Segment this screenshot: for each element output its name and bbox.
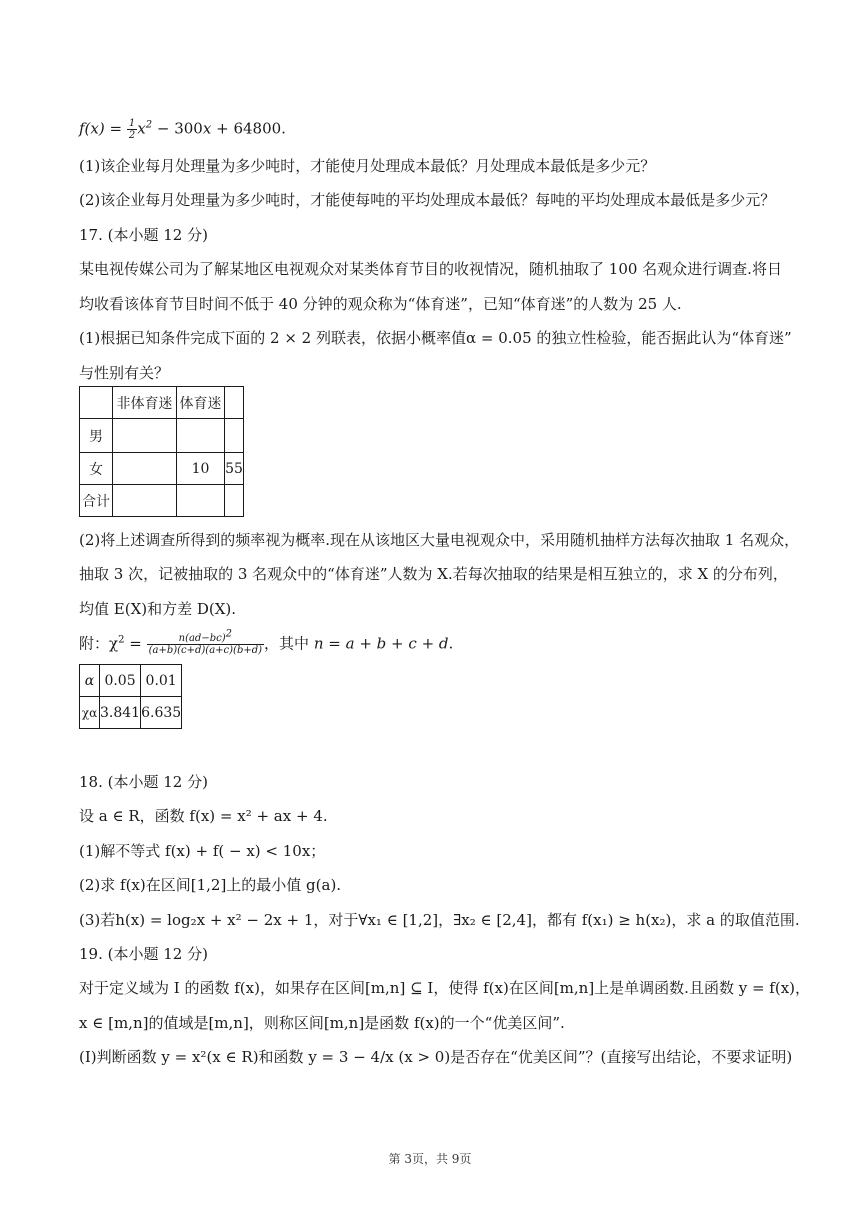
table-cell: χα <box>80 697 100 729</box>
q16-part1: (1)该企业每月处理量为多少吨时，才能使月处理成本最低？月处理成本最低是多少元？ <box>79 157 656 175</box>
table-cell: 3.841 <box>100 697 141 729</box>
q18-heading: 18. (本小题 12 分) <box>79 773 208 791</box>
q18-part3: (3)若h(x) = log₂x + x² − 2x + 1，对于∀x₁ ∈ [1,2]，∃x₂ ∈ [2,4]，都有 f(x₁) ≥ h(x₂)，求 a 的取值范围. <box>79 911 800 929</box>
q17-part2-1: (2)将上述调查所得到的频率视为概率.现在从该地区大量电视观众中，采用随机抽样方法每次抽取 1 名观众， <box>79 531 800 549</box>
table-cell <box>225 419 244 453</box>
q19-part1: (Ⅰ)判断函数 y = x²(x ∈ R)和函数 y = 3 − 4/x (x > 0)是否存在“优美区间”？(直接写出结论，不要求证明) <box>79 1048 793 1066</box>
table-header-cell: 体育迷 <box>177 387 225 419</box>
q18-text: 设 a ∈ R，函数 f(x) = x² + ax + 4. <box>79 807 328 825</box>
table-cell <box>177 419 225 453</box>
q17-text-1: 某电视传媒公司为了解某地区电视观众对某类体育节目的收视情况，随机抽取了 100 名观众进行调查.将日 <box>79 260 782 278</box>
q17-heading: 17. (本小题 12 分) <box>79 226 208 244</box>
q18-part2: (2)求 f(x)在区间[1,2]上的最小值 g(a). <box>79 876 342 894</box>
table-cell: α <box>80 665 100 697</box>
table-cell: 男 <box>80 419 113 453</box>
table-cell: 合计 <box>80 485 113 517</box>
table-header-cell: 非体育迷 <box>113 387 177 419</box>
q19-text-1: 对于定义域为 I 的函数 f(x)，如果存在区间[m,n] ⊆ I，使得 f(x)在区间[m,n]上是单调函数.且函数 y = f(x)， <box>79 979 811 997</box>
page-footer: 第 3页，共 9页 <box>388 1152 472 1166</box>
table-cell: 0.05 <box>100 665 141 697</box>
table-cell <box>225 485 244 517</box>
q17-part2-3: 均值 E(X)和方差 D(X). <box>79 600 237 618</box>
q16-part2: (2)该企业每月处理量为多少吨时，才能使每吨的平均处理成本最低？每吨的平均处理成本最低是多少元？ <box>79 191 776 209</box>
q19-text-2: x ∈ [m,n]的值域是[m,n]，则称区间[m,n]是函数 f(x)的一个“优美区间”. <box>79 1014 565 1032</box>
q17-part1-2: 与性别有关？ <box>79 364 170 382</box>
q19-heading: 19. (本小题 12 分) <box>79 945 208 963</box>
contingency-table <box>79 386 244 517</box>
table-cell: 0.01 <box>141 665 182 697</box>
table-cell <box>113 453 177 485</box>
q17-part1-1: (1)根据已知条件完成下面的 2 × 2 列联表，依据小概率值α = 0.05 的独立性检验，能否据此认为“体育迷” <box>79 329 792 347</box>
q17-text-2: 均收看该体育节目时间不低于 40 分钟的观众称为“体育迷”，已知“体育迷”的人数为 25 人. <box>79 295 682 313</box>
table-cell: 55 <box>225 453 244 485</box>
table-cell: 6.635 <box>141 697 182 729</box>
table-cell <box>177 485 225 517</box>
table-cell <box>113 485 177 517</box>
table-cell: 女 <box>80 453 113 485</box>
q17-part2-2: 抽取 3 次，记被抽取的 3 名观众中的“体育迷”人数为 X.若每次抽取的结果是相互独立的，求 X 的分布列， <box>79 565 788 583</box>
table-header-cell <box>225 387 244 419</box>
chi-square-formula: 附：$\chi^2$ = $\frac{n(ad-bc)^2}{(a+b)(c+d)(a+c)(b+d)}$ ，其中 n = a + b + c + d. <box>79 628 454 656</box>
q18-part1: (1)解不等式 f(x) + f( − x) < 10x； <box>79 842 326 860</box>
table-cell: 10 <box>177 453 225 485</box>
table-header-cell <box>80 387 113 419</box>
cost-function-line: f(x) = $\frac{1}{2}$ $x^2 - 300x + 64800$. <box>79 118 286 141</box>
critical-value-table <box>79 664 182 729</box>
table-cell <box>113 419 177 453</box>
